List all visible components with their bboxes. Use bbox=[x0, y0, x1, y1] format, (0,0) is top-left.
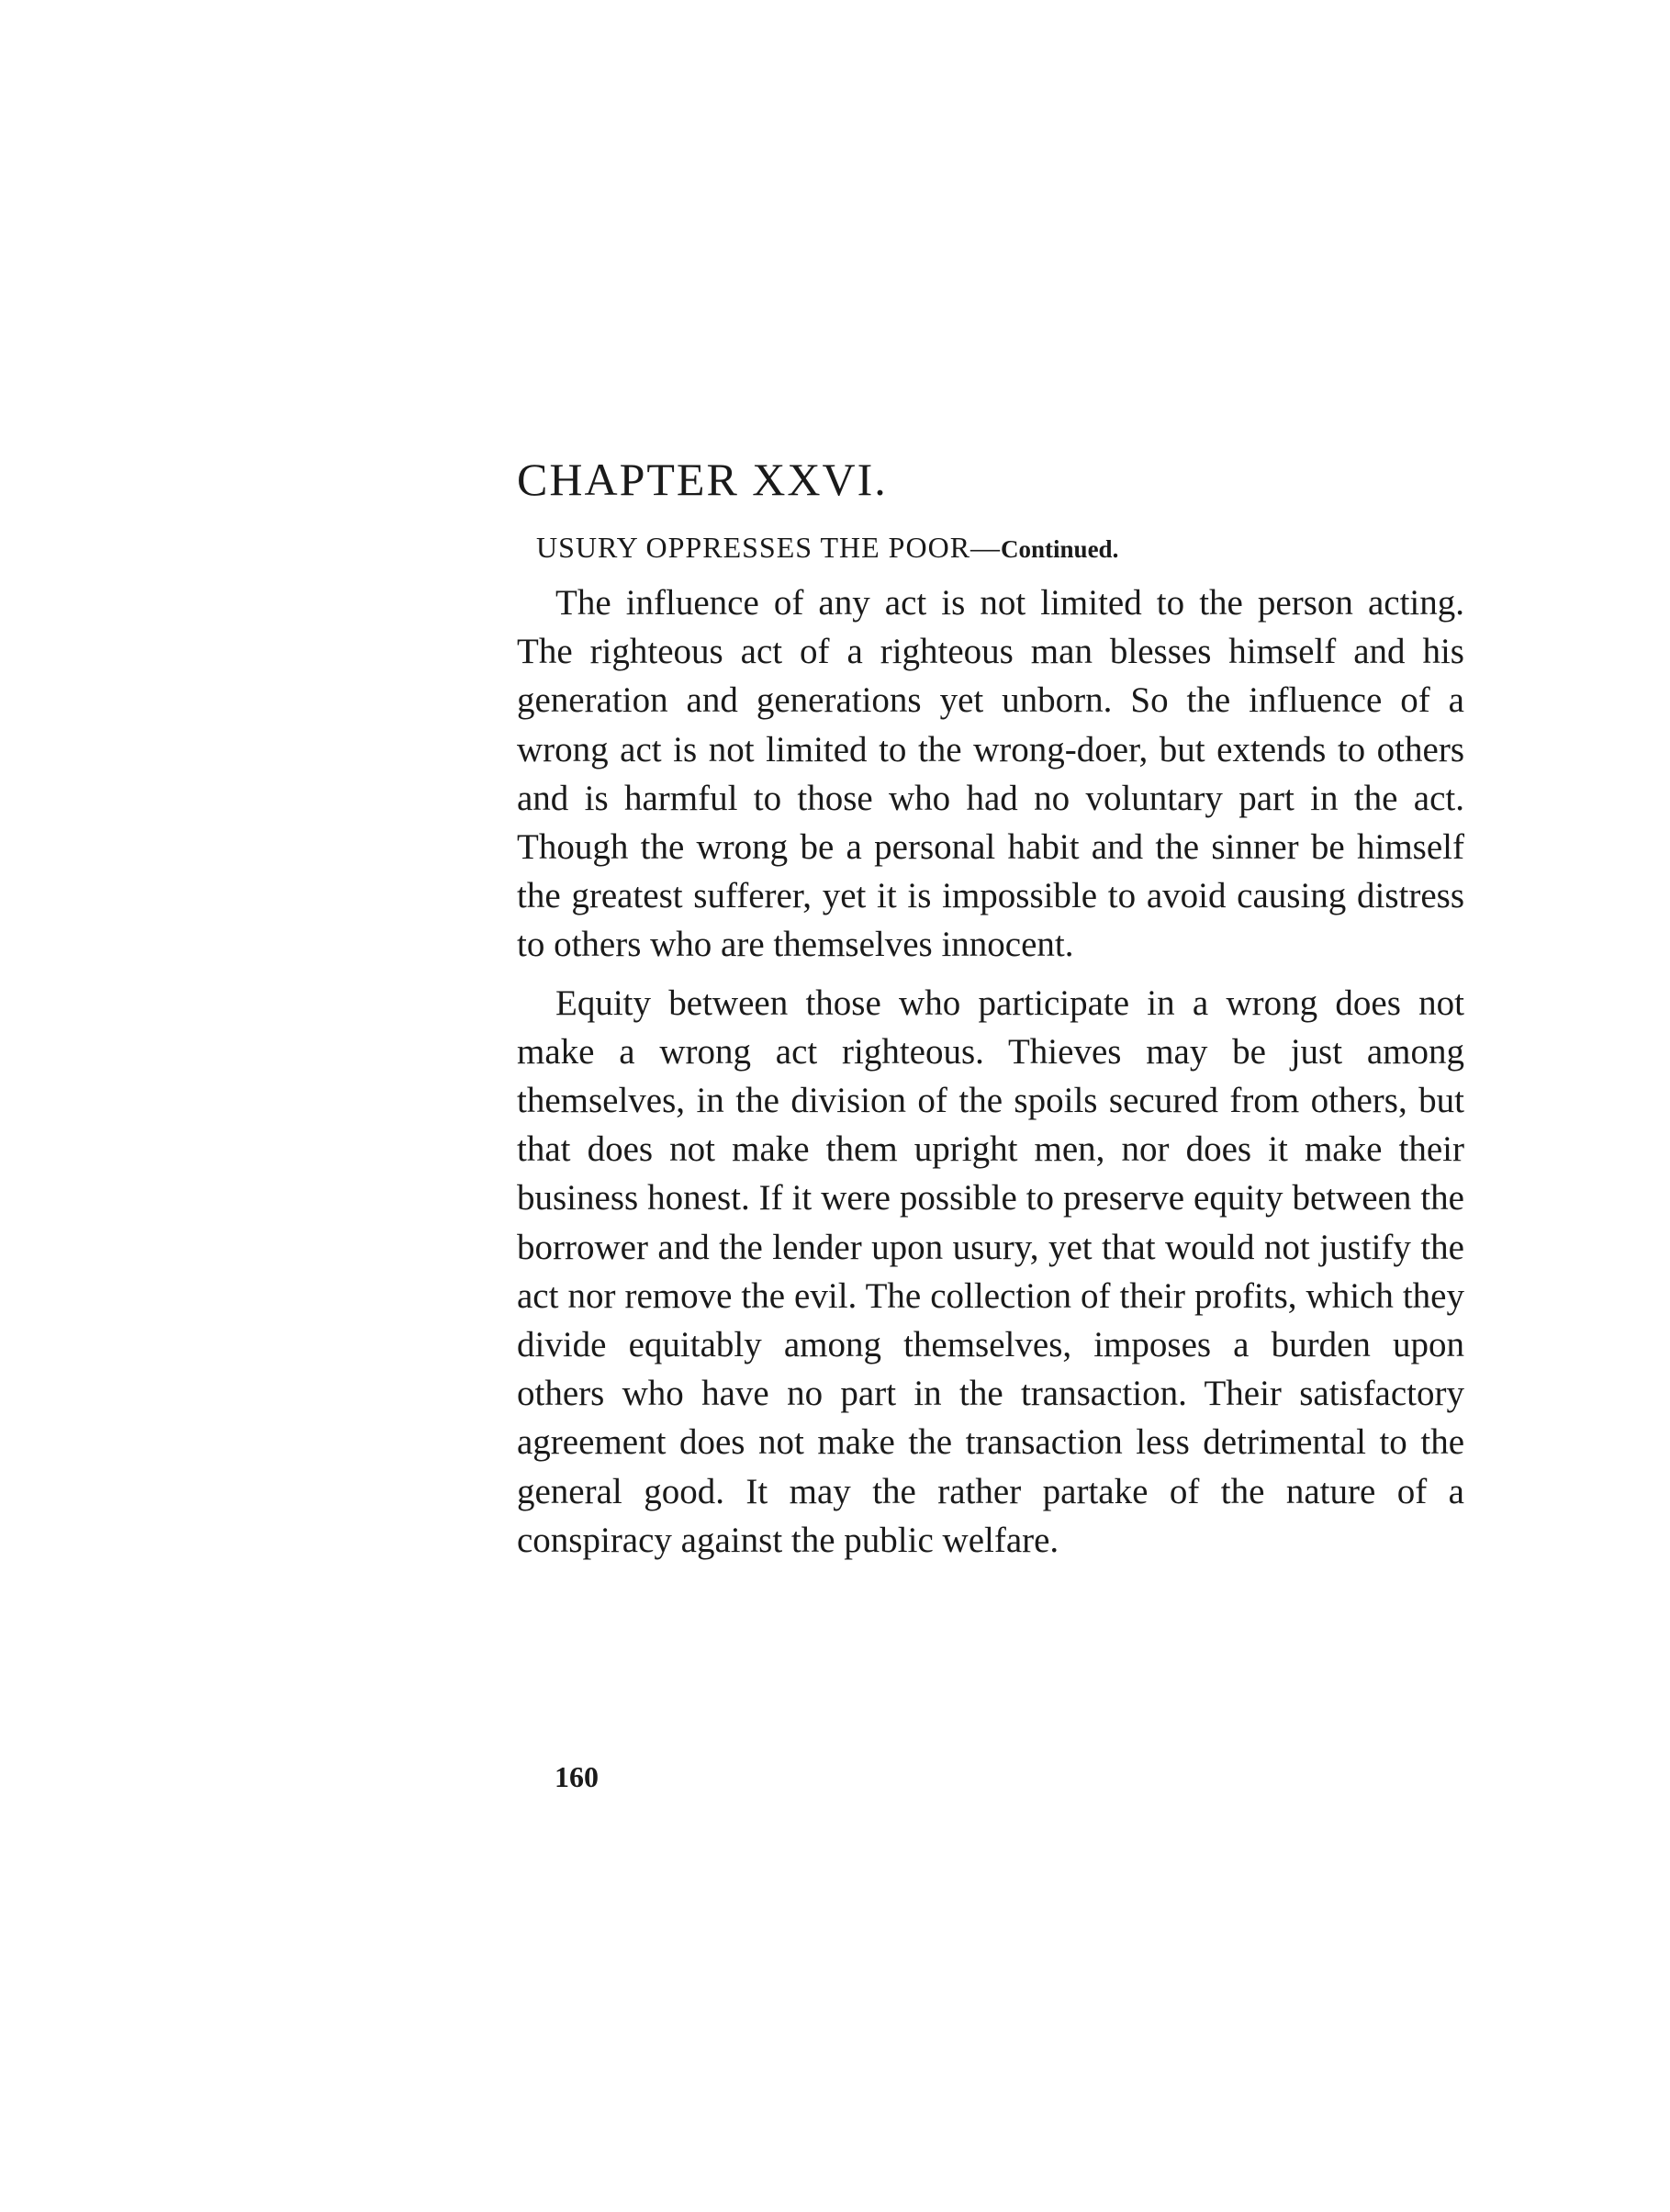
chapter-body bbox=[517, 578, 1464, 1565]
paragraph: The influence of any act is not limited to the person acting. The righteous act of a righteous man blesses himself and his generation and generations yet unborn. So the influence of a wrong act is not limited to the wrong-doer, but extends to others and is harmful to those who had no voluntary part in the act. Though the wrong be a personal habit and the sinner be himself the greatest sufferer, yet it is impossible to avoid causing distress to others who are themselves innocent. bbox=[517, 583, 1464, 965]
chapter-subtitle-main: USURY OPPRESSES THE POOR— bbox=[536, 531, 1002, 564]
chapter-subtitle bbox=[536, 529, 1454, 567]
chapter-title: CHAPTER XXVI. bbox=[517, 454, 888, 505]
chapter-subtitle-continued: Continued. bbox=[1001, 535, 1119, 563]
paragraph: Equity between those who participate in a wrong does not make a wrong act righteous. Thieves may be just among themselves, in the division of the spoils secured from others, but that does not make them upright men, nor does it make their business honest. If it were possible to preserve equity between the borrower and the lender upon usury, yet that would not justify the act nor remove the evil. The collection of their profits, which they divide equitably among themselves, imposes a burden upon others who have no part in the transaction. Their satisfactory agreement does not make the transaction less detrimental to the general good. It may the rather partake of the nature of a conspiracy against the public welfare. bbox=[517, 982, 1464, 1560]
page-number: 160 bbox=[555, 1760, 599, 1793]
